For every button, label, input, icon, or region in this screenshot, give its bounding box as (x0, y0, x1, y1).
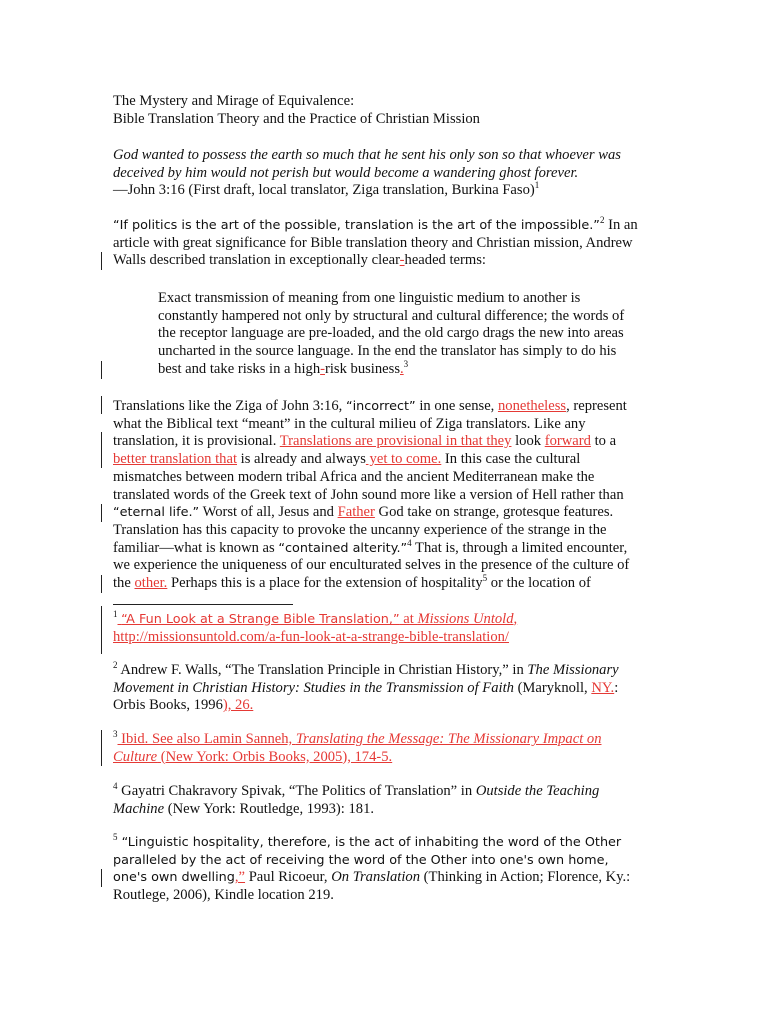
paragraph-intro (113, 217, 643, 270)
revision-mark: - (320, 360, 325, 377)
footnote-book-title: Outside the Teaching Machine (113, 783, 600, 817)
paragraph-text: to a (590, 433, 617, 450)
paragraph-text: in one sense, (415, 398, 498, 414)
footnote-text: : Orbis Books, 1996 (113, 679, 619, 714)
epigraph-attribution: —John 3:16 (First draft, local translator, Ziga translation, Burkina Faso) (113, 182, 535, 199)
change-bar (101, 504, 102, 522)
footnote-text: Gayatri Chakravory Spivak, “The Politics of Translation” in (117, 783, 476, 799)
footnote-ref-2[interactable]: 2 (599, 215, 605, 226)
footnote-text: Andrew F. Walls, “The Translation Principle in Christian History,” in (117, 662, 528, 678)
paragraph-text: Worst of all, Jesus and (199, 504, 338, 521)
revision-mark: (New York: Orbis Books, 2005), 174-5. (157, 748, 393, 765)
footnote-3 (113, 731, 643, 766)
paragraph-text: headed terms: (404, 252, 486, 269)
footnote-text: Paul Ricoeur, (245, 869, 332, 886)
paragraph-text: Perhaps this is a place for the extension of hospitality (167, 575, 483, 592)
epigraph-quote: God wanted to possess the earth so much that he sent his only son so that whoever was deceived by him would not perish but would become a wandering ghost forever. (113, 147, 621, 181)
title-line-1: The Mystery and Mirage of Equivalence: (113, 93, 355, 109)
change-bar (101, 252, 102, 270)
politics-quote: “If politics is the art of the possible, translation is the art of the impossible.” (113, 218, 600, 233)
paragraph-text: “contained alterity.” (278, 540, 408, 556)
revision-mark: forward (544, 433, 591, 450)
revision-mark: at (399, 611, 418, 627)
block-quote-text: Exact transmission of meaning from one linguistic medium to another is constantly hampered not only by structural and cultural difference; the words of the receptor language are pre-loaded, and the old cargo drags the new into areas uncharted in the source language. In the end the translator has simply to do his best and take risks in a high (158, 290, 625, 377)
paragraph-text: Translations like the Ziga of John 3:16, (113, 398, 346, 414)
change-bar (101, 361, 102, 379)
paragraph-text: , represent what the Biblical text “meant” in the cultural milieu of Ziga translators. Like any translation, it is provisional. (113, 398, 627, 450)
change-bar (101, 730, 102, 766)
revision-mark: . (400, 360, 404, 377)
footnote-ref-3[interactable]: 3 (403, 358, 409, 369)
revision-mark: - (399, 252, 405, 269)
footnote-number: 4 (113, 781, 118, 792)
revision-mark: ,” (234, 869, 246, 886)
revision-mark: , (513, 611, 518, 627)
change-bar (101, 575, 102, 593)
revision-mark: nonetheless (497, 398, 567, 414)
footnote-ref-5[interactable]: 5 (482, 573, 488, 584)
revision-mark: ), 26. (222, 697, 254, 714)
footnote-source: Missions Untold (417, 611, 514, 627)
footnote-book-title: The Missionary Movement in Christian History: Studies in the Transmission of Faith (113, 662, 619, 696)
revision-mark: Ibid. See also Lamin Sanneh, (117, 731, 296, 747)
footnote-text: (Thinking in Action; Florence, Ky.: Routlege, 2006), Kindle location 219. (113, 869, 631, 904)
footnote-number: 3 (113, 729, 118, 740)
footnote-1 (113, 611, 643, 646)
footnote-book-title: On Translation (331, 869, 421, 886)
change-bar (101, 606, 102, 654)
paragraph-text: God take on strange, grotesque features. Translation has this capacity to provoke the uncanny experience of the strange in the familiar—what is known as (113, 504, 614, 556)
paragraph-text: “eternal life.” (113, 505, 200, 521)
paragraph-text: or the location of (487, 575, 591, 592)
document-title (113, 93, 643, 128)
change-bar (101, 869, 102, 887)
block-quote-text: risk business (325, 360, 400, 377)
paragraph-body (113, 398, 643, 593)
block-quote (158, 290, 628, 379)
change-bar (101, 396, 102, 414)
footnote-text: (New York: Routledge, 1993): 181. (164, 800, 375, 817)
paragraph-text: look (511, 433, 545, 450)
revision-mark: Translations are provisional in that they (279, 433, 512, 450)
footnote-quote: “Linguistic hospitality, therefore, is the act of inhabiting the word of the Other paralleled by the act of receiving the word of the Other into one's own home, one's own dwelling (113, 835, 622, 886)
footnote-5 (113, 834, 643, 905)
paragraph-text: In this case the cultural mismatches between modern tribal Africa and the ancient Mediterranean make the translated words of the Greek text of John sound more like a version of Hell rather than (113, 451, 624, 503)
footnote-separator (113, 604, 293, 605)
revision-mark: Father (337, 504, 375, 521)
footnote-text: (Maryknoll, (513, 679, 592, 696)
revision-mark: NY. (591, 679, 615, 696)
footnote-4 (113, 783, 643, 818)
revision-mark: better translation that (113, 451, 238, 468)
change-bar (101, 432, 102, 468)
paragraph-text: In an article with great significance for Bible translation theory and Christian mission, Andrew Walls described translation in exceptionally clear (113, 217, 638, 269)
paragraph-text: That is, through a limited encounter, we experience the uniqueness of our enculturated selves in the presence of the culture of the (113, 539, 630, 592)
epigraph (113, 147, 643, 200)
footnote-2 (113, 662, 643, 715)
footnote-number: 1 (113, 609, 118, 620)
paragraph-text: “incorrect” (345, 399, 416, 414)
footnote-url-link[interactable]: http://missionsuntold.com/a-fun-look-at-a-strange-bible-translation/ (113, 628, 509, 645)
revision-mark: yet to come. (365, 451, 442, 468)
footnote-book-title: Translating the Message: The Missionary Impact on Culture (113, 731, 602, 765)
footnote-ref-1[interactable]: 1 (534, 180, 540, 191)
revision-mark: other. (134, 575, 168, 592)
footnote-ref-4[interactable]: 4 (407, 537, 412, 548)
footnote-title: “A Fun Look at a Strange Bible Translation,” (121, 612, 400, 627)
footnote-number: 2 (113, 660, 118, 671)
title-line-2: Bible Translation Theory and the Practice of Christian Mission (113, 110, 480, 127)
footnote-number: 5 (113, 832, 118, 843)
paragraph-text: is already and always (237, 451, 366, 468)
